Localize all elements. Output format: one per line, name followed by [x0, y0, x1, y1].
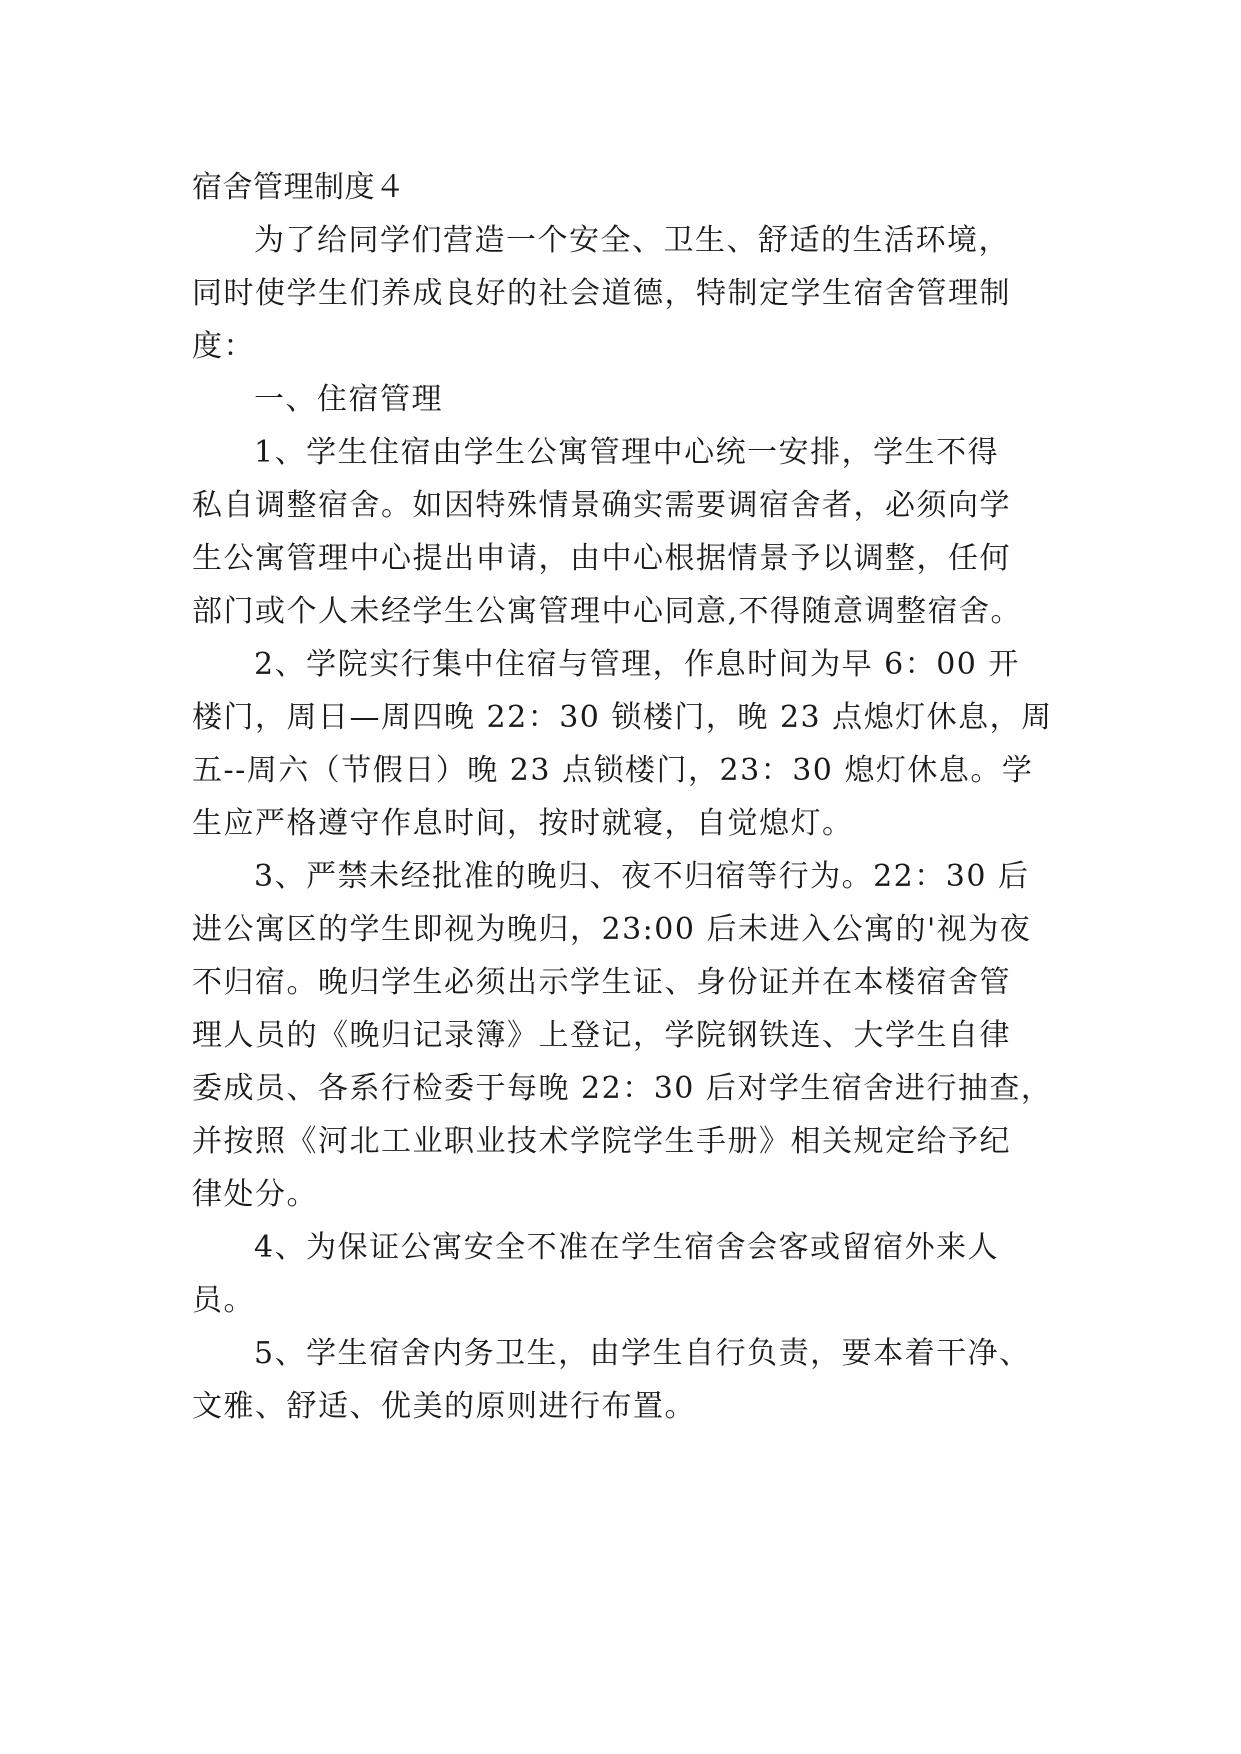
- paragraph-line: 进公寓区的学生即视为晚归，23:00 后未进入公寓的'视为夜: [192, 912, 1032, 947]
- paragraph-line: 3、严禁未经批准的晚归、夜不归宿等行为。22：30 后: [254, 859, 1030, 894]
- section-heading: 一、住宿管理: [254, 382, 443, 417]
- paragraph-line: 4、为保证公寓安全不准在学生宿舍会客或留宿外来人: [254, 1230, 1000, 1265]
- paragraph-line: 员。: [192, 1283, 255, 1318]
- paragraph-line: 委成员、各系行检委于每晚 22：30 后对学生宿舍进行抽查，: [192, 1071, 1053, 1106]
- paragraph-line: 私自调整宿舍。如因特殊情景确实需要调宿舍者，必须向学: [192, 488, 1011, 523]
- document-title: 宿舍管理制度４: [192, 170, 406, 205]
- paragraph-line: 不归宿。晚归学生必须出示学生证、身份证并在本楼宿舍管: [192, 965, 1011, 1000]
- paragraph-line: 度：: [192, 329, 255, 364]
- paragraph-line: 文雅、舒适、优美的原则进行布置。: [192, 1389, 696, 1424]
- paragraph-line: 并按照《河北工业职业技术学院学生手册》相关规定给予纪: [192, 1124, 1011, 1159]
- paragraph-line: 理人员的《晚归记录簿》上登记，学院钢铁连、大学生自律: [192, 1018, 1011, 1053]
- paragraph-line: 1、学生住宿由学生公寓管理中心统一安排，学生不得: [254, 435, 1000, 470]
- paragraph-line: 2、学院实行集中住宿与管理，作息时间为早 6：00 开: [254, 647, 1020, 682]
- paragraph-line: 5、学生宿舍内务卫生，由学生自行负责，要本着干净、: [254, 1336, 1031, 1371]
- paragraph-line: 为了给同学们营造一个安全、卫生、舒适的生活环境，: [254, 223, 1010, 258]
- paragraph-line: 律处分。: [192, 1177, 318, 1212]
- paragraph-line: 楼门，周日—周四晚 22：30 锁楼门，晚 23 点熄灯休息，周: [192, 700, 1053, 735]
- paragraph-line: 生应严格遵守作息时间，按时就寝，自觉熄灯。: [192, 806, 854, 841]
- paragraph-line: 同时使学生们养成良好的社会道德，特制定学生宿舍管理制: [192, 276, 1011, 311]
- paragraph-line: 五--周六（节假日）晚 23 点锁楼门，23：30 熄灯休息。学: [192, 753, 1034, 788]
- paragraph-line: 生公寓管理中心提出申请，由中心根据情景予以调整，任何: [192, 541, 1011, 576]
- paragraph-line: 部门或个人未经学生公寓管理中心同意,不得随意调整宿舍。: [192, 594, 1023, 629]
